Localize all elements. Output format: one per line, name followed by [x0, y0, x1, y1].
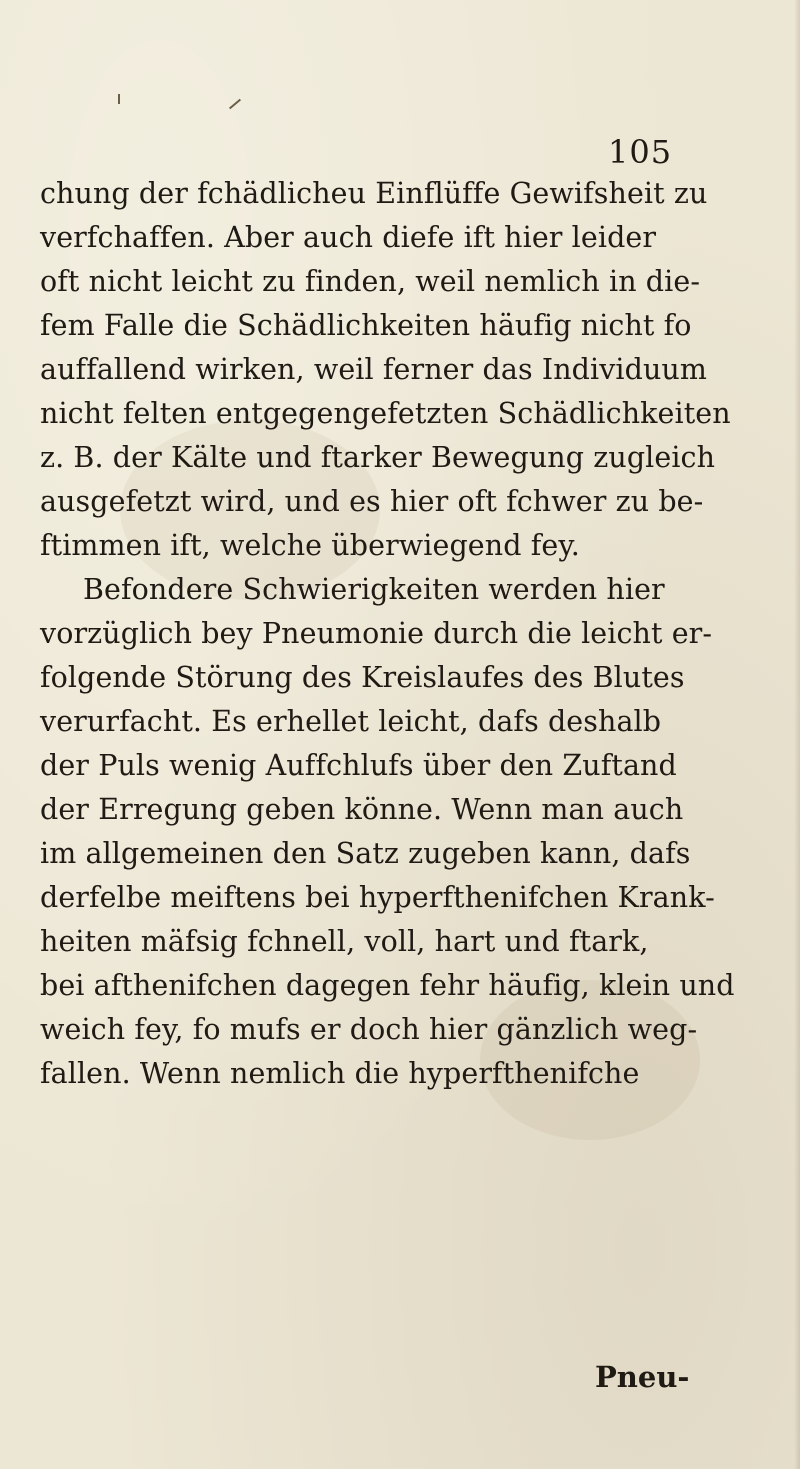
text-line: z. B. der Kälte und ftarker Bewegung zugleich — [40, 441, 716, 474]
text-line: nicht felten entgegengefetzten Schädlichkeiten — [40, 397, 731, 430]
text-line: der Puls wenig Auffchlufs über den Zuftand — [40, 749, 677, 782]
text-line: vorzüglich bey Pneumonie durch die leicht er- — [40, 617, 713, 650]
text-line: weich fey, fo mufs er doch hier gänzlich weg- — [40, 1013, 698, 1046]
ink-mark — [118, 94, 120, 104]
text-line: im allgemeinen den Satz zugeben kann, dafs — [40, 837, 691, 870]
text-line: auffallend wirken, weil ferner das Individuum — [40, 353, 708, 386]
text-line: ausgefetzt wird, und es hier oft fchwer zu be- — [40, 485, 704, 518]
catchword: Pneu- — [595, 1360, 690, 1394]
page-number: 105 — [608, 133, 673, 171]
page-edge-shadow — [794, 0, 800, 1469]
text-line: derfelbe meiftens bei hyperfthenifchen Krank- — [40, 881, 715, 914]
text-line: bei afthenifchen dagegen fehr häufig, klein und — [40, 969, 735, 1002]
text-line: ftimmen ift, welche überwiegend fey. — [40, 529, 580, 562]
text-line: der Erregung geben könne. Wenn man auch — [40, 793, 684, 826]
ink-mark — [229, 99, 241, 110]
text-line: folgende Störung des Kreislaufes des Blutes — [40, 661, 685, 694]
paragraph-start-line: Befondere Schwierigkeiten werden hier — [83, 573, 665, 606]
body-text — [40, 172, 760, 1096]
text-line: oft nicht leicht zu finden, weil nemlich in die- — [40, 265, 701, 298]
text-line: verfchaffen. Aber auch diefe ift hier leider — [40, 221, 657, 254]
text-line: verurfacht. Es erhellet leicht, dafs deshalb — [40, 705, 662, 738]
text-line: fallen. Wenn nemlich die hyperfthenifche — [40, 1057, 640, 1090]
text-line: chung der fchädlicheu Einflüffe Gewifsheit zu — [40, 177, 708, 210]
text-line: heiten mäfsig fchnell, voll, hart und ftark, — [40, 925, 649, 958]
text-line: fem Falle die Schädlichkeiten häufig nicht fo — [40, 309, 692, 342]
